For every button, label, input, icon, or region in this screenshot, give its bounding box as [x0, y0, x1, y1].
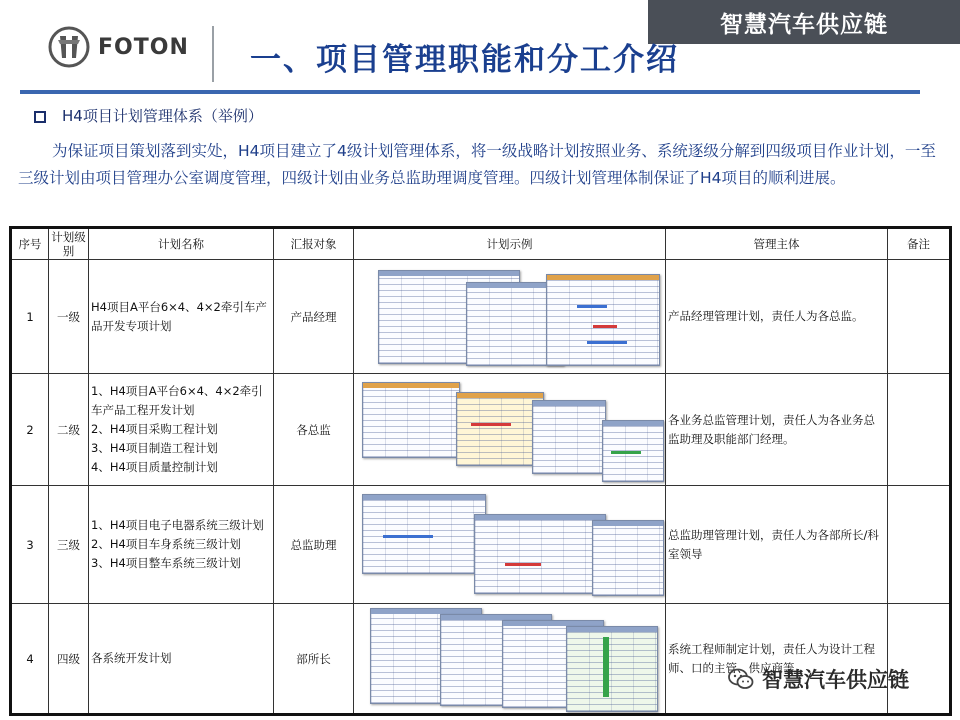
title-rule	[20, 90, 920, 94]
header-manager: 管理主体	[666, 228, 888, 260]
row-note	[888, 260, 951, 374]
plan-name-line: 各系统开发计划	[91, 651, 172, 665]
table-row	[11, 260, 951, 374]
table-row	[11, 604, 951, 715]
square-bullet-icon	[34, 111, 46, 123]
row-no: 1	[11, 260, 49, 374]
brand-banner: 智慧汽车供应链	[648, 0, 960, 44]
plan-name-line: 1、H4项目A平台6×4、4×2牵引车产品工程开发计划	[91, 384, 263, 417]
company-logo	[48, 26, 189, 68]
row-note	[888, 374, 951, 486]
plan-example-thumbnail	[354, 486, 666, 604]
row-level: 二级	[49, 374, 89, 486]
watermark-text: 智慧汽车供应链	[762, 668, 909, 692]
row-manager: 系统工程师制定计划，责任人为设计工程师、口的主管、供应商等	[666, 604, 888, 715]
row-note	[888, 486, 951, 604]
row-plan-name	[89, 486, 274, 604]
plan-name-line: 3、H4项目制造工程计划	[91, 441, 218, 455]
row-plan-name	[89, 260, 274, 374]
header-divider	[212, 26, 214, 82]
header-no: 序号	[11, 228, 49, 260]
header-level: 计划级别	[49, 228, 89, 260]
row-plan-name	[89, 604, 274, 715]
page-title: 一、项目管理职能和分工介绍	[250, 42, 679, 78]
row-level: 一级	[49, 260, 89, 374]
row-no: 3	[11, 486, 49, 604]
table-header-row	[11, 228, 951, 260]
row-report-to: 总监助理	[274, 486, 354, 604]
row-report-to: 各总监	[274, 374, 354, 486]
header-example: 计划示例	[354, 228, 666, 260]
row-manager: 总监助理管理计划，责任人为各部所长/科室领导	[666, 486, 888, 604]
row-report-to: 部所长	[274, 604, 354, 715]
plan-name-line: 3、H4项目整车系统三级计划	[91, 556, 241, 570]
plan-name-line: H4项目A平台6×4、4×2牵引车产品开发专项计划	[91, 299, 267, 333]
row-level: 四级	[49, 604, 89, 715]
section-subheading: H4项目计划管理体系（举例）	[62, 107, 263, 125]
header-name: 计划名称	[89, 228, 274, 260]
row-plan-name	[89, 374, 274, 486]
plan-name-line: 2、H4项目采购工程计划	[91, 422, 218, 436]
header-note: 备注	[888, 228, 951, 260]
table-row	[11, 486, 951, 604]
plan-example-thumbnail	[354, 374, 666, 486]
logo-wordmark: FOTON	[98, 34, 189, 60]
plan-table	[9, 226, 952, 716]
header-report: 汇报对象	[274, 228, 354, 260]
foton-logo-icon	[48, 26, 90, 68]
intro-paragraph: 为保证项目策划落到实处，H4项目建立了4级计划管理体系，将一级战略计划按照业务、系统逐级分解到四级项目作业计划，一至三级计划由项目管理办公室调度管理，四级计划由业务总监助理调度管理。四级计划管理体制保证了H4项目的顺利进展。	[18, 142, 936, 187]
plan-example-thumbnail	[354, 604, 666, 715]
plan-example-thumbnail	[354, 260, 666, 374]
row-report-to: 产品经理	[274, 260, 354, 374]
row-no: 4	[11, 604, 49, 715]
plan-name-line: 4、H4项目质量控制计划	[91, 460, 218, 474]
plan-name-line: 1、H4项目电子电器系统三级计划	[91, 518, 264, 532]
row-no: 2	[11, 374, 49, 486]
watermark	[728, 664, 909, 694]
row-manager: 各业务总监管理计划，责任人为各业务总监助理及职能部门经理。	[666, 374, 888, 486]
row-level: 三级	[49, 486, 89, 604]
table-row	[11, 374, 951, 486]
wechat-icon	[728, 668, 754, 690]
plan-name-line: 2、H4项目车身系统三级计划	[91, 537, 241, 551]
row-manager: 产品经理管理计划，责任人为各总监。	[666, 260, 888, 374]
row-note	[888, 604, 951, 715]
